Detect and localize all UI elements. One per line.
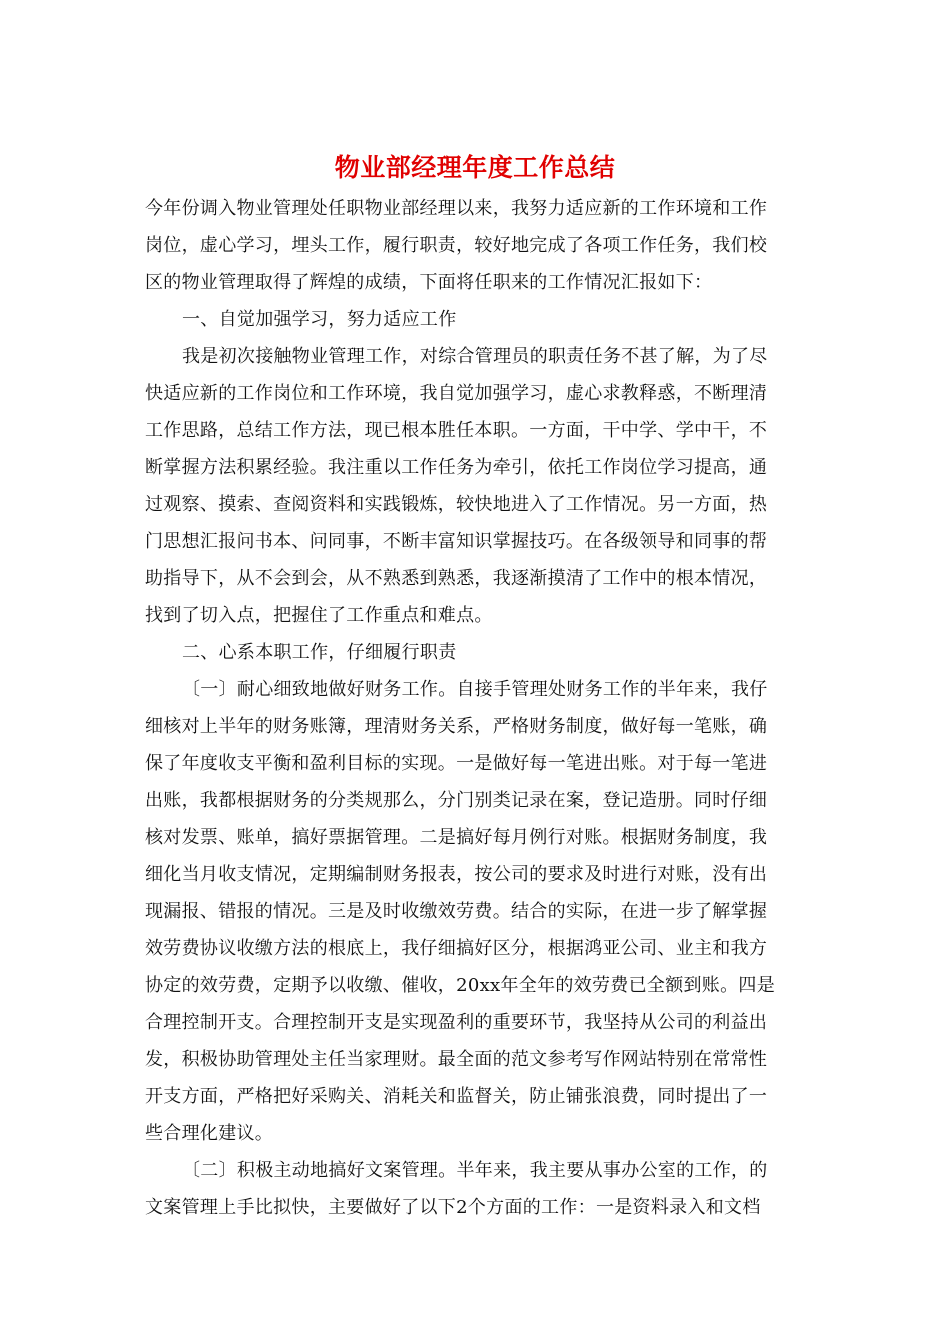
text-line: 工作思路，总结工作方法，现已根本胜任本职。一方面，干中学、学中干，不 [145,420,768,441]
text-line: 现漏报、错报的情况。三是及时收缴效劳费。结合的实际，在进一步了解掌握 [145,901,768,922]
text-line: 出账，我都根据财务的分类规那么，分门别类记录在案，登记造册。同时仔细 [145,790,768,811]
text-line: 助指导下，从不会到会，从不熟悉到熟悉，我逐渐摸清了工作中的根本情况， [145,568,768,589]
text-line: 我是初次接触物业管理工作，对综合管理员的职责任务不甚了解，为了尽 [182,346,768,367]
text-line: 文案管理上手比拟快，主要做好了以下2个方面的工作：一是资料录入和文档 [145,1197,761,1218]
text-line: 过观察、摸索、查阅资料和实践锻炼，较快地进入了工作情况。另一方面，热 [145,494,768,515]
text-line: 区的物业管理取得了辉煌的成绩，下面将任职来的工作情况汇报如下： [145,272,713,293]
text-line: 门思想汇报问书本、问同事，不断丰富知识掌握技巧。在各级领导和同事的帮 [145,531,768,552]
paragraph-study [145,338,805,634]
heading-line: 一、自觉加强学习，努力适应工作 [182,309,457,330]
text-line: 核对发票、账单，搞好票据管理。二是搞好每月例行对账。根据财务制度，我 [145,827,768,848]
document-page [145,148,805,1226]
text-line: 今年份调入物业管理处任职物业部经理以来，我努力适应新的工作环境和工作 [145,198,768,219]
text-line: 找到了切入点，把握住了工作重点和难点。 [145,605,493,626]
text-line: 些合理化建议。 [145,1123,274,1144]
document-title: 物业部经理年度工作总结 [334,153,616,182]
section-heading-2 [145,634,805,671]
text-line: 开支方面，严格把好采购关、消耗关和监督关，防止铺张浪费，同时提出了一 [145,1086,768,1107]
text-line: 发，积极协助管理处主任当家理财。最全面的范文参考写作网站特别在常常性 [145,1049,768,1070]
text-line: 效劳费协议收缴方法的根底上，我仔细搞好区分，根据鸿亚公司、业主和我方 [145,938,768,959]
text-line: 岗位，虚心学习，埋头工作，履行职责，较好地完成了各项工作任务，我们校 [145,235,768,256]
text-line: 断掌握方法积累经验。我注重以工作任务为牵引，依托工作岗位学习提高，通 [145,457,768,478]
section-heading-1 [145,301,805,338]
text-line: 细核对上半年的财务账簿，理清财务关系，严格财务制度，做好每一笔账，确 [145,716,768,737]
text-line: 〔一〕耐心细致地做好财务工作。自接手管理处财务工作的半年来，我仔 [182,679,768,700]
text-line: 合理控制开支。合理控制开支是实现盈利的重要环节，我坚持从公司的利益出 [145,1012,768,1033]
text-line: 保了年度收支平衡和盈利目标的实现。一是做好每一笔进出账。对于每一笔进 [145,753,768,774]
text-line: 快适应新的工作岗位和工作环境，我自觉加强学习，虚心求教释惑，不断理清 [145,383,768,404]
text-line: 协定的效劳费，定期予以收缴、催收，20xx年全年的效劳费已全额到账。四是 [145,975,776,996]
paragraph-finance [145,671,805,1152]
heading-line: 二、心系本职工作，仔细履行职责 [182,642,457,663]
paragraph-intro [145,190,805,301]
text-line: 细化当月收支情况，定期编制财务报表，按公司的要求及时进行对账，没有出 [145,864,768,885]
text-line: 〔二〕积极主动地搞好文案管理。半年来，我主要从事办公室的工作，的 [182,1160,768,1181]
paragraph-documents [145,1152,805,1226]
